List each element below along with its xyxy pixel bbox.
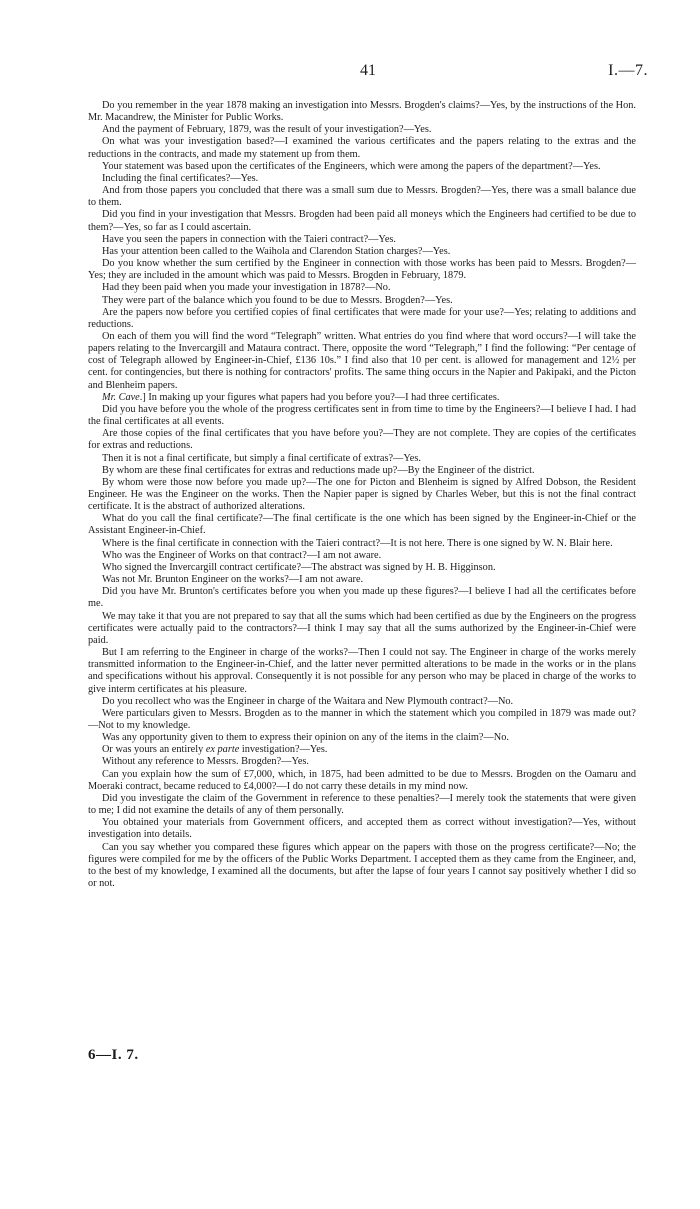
paragraph: And the payment of February, 1879, was the result of your investigation?—Yes.	[102, 124, 432, 136]
paragraph: Can you explain how the sum of £7,000, which, in 1875, had been admitted to be due to Messrs. Brogden on the Oamaru and Moeraki contract, became reduced to £4,000?—I do not carry these details in my mind now.	[88, 768, 636, 792]
paragraph: Do you recollect who was the Engineer in charge of the Waitara and New Plymouth contract?—No.	[102, 695, 514, 707]
paragraph: Your statement was based upon the certificates of the Engineers, which were among the papers of the department?—Yes.	[102, 160, 601, 172]
paragraph: We may take it that you are not prepared to say that all the sums which had been certified as due by the Engineers on the progress certificates were actually paid to the contractors?—I think I may say that all the sums authorized by the Engineer-in-Chief were paid.	[88, 610, 636, 646]
page-number: 41	[360, 62, 376, 79]
paragraph: Do you know whether the sum certified by the Engineer in connection with those works has been paid to Messrs. Brogden?—Yes; they are included in the amount which was paid to Messrs. Brogden in February, 1879.	[88, 258, 636, 282]
body-text	[88, 100, 636, 890]
paragraph: By whom were those now before you made up?—The one for Picton and Blenheim is signed by Alfred Dobson, the Resident Engineer. He was the Engineer on the works. Then the Napier paper is signed by Charles Weber, but this is not the final contract certificate. It is the abstract of authorized alterations.	[88, 476, 636, 513]
paragraph: Do you remember in the year 1878 making an investigation into Messrs. Brogden's claims?—Yes, by the instructions of the Hon. Mr. Macandrew, the Minister for Public Works.	[88, 100, 636, 124]
signature-mark: 6—I. 7.	[88, 1047, 139, 1063]
paragraph: On each of them you will find the word “Telegraph” written. What entries do you find where that word occurs?—I will take the papers relating to the Invercargill and Mataura contract. There, opposite the word “Telegraph,” I find the following: “Per centage of cost of Telegraph allowed by Engineer-in-Chief, £136 10s.” I find also that 10 per cent. is allowed for management and 12½ per cent. for contingencies, but there is nothing for contractors' profits. The same thing occurs in the Napier and Pakipaki, and the Picton and Blenheim papers.	[88, 330, 636, 391]
page-header	[88, 62, 648, 86]
paragraph: Or was yours an entirely ex parte investigation?—Yes.	[102, 744, 328, 756]
paragraph: Did you investigate the claim of the Government in reference to these penalties?—I merely took the statements that were given to me; I did not examine the details of any of them personally.	[88, 792, 636, 817]
paragraph: Can you say whether you compared these figures which appear on the papers with those on the progress certificate?—No; the figures were compiled for me by the officers of the Public Works Department. I accepted them as they came from the Engineer, and, to the best of my knowledge, I examined all the documents, but after the lapse of four years I cannot say positively whether I did so or not.	[88, 841, 636, 889]
paragraph: On what was your investigation based?—I examined the various certificates and the papers relating to the extras and the reductions in the contracts, and made my statement up from them.	[88, 136, 636, 160]
paragraph: What do you call the final certificate?—The final certificate is the one which has been signed by the Engineer-in-Chief or the Assistant Engineer-in-Chief.	[88, 513, 636, 537]
paragraph: By whom are these final certificates for extras and reductions made up?—By the Engineer of the district.	[102, 464, 535, 476]
paragraph: They were part of the balance which you found to be due to Messrs. Brogden?—Yes.	[102, 294, 453, 306]
paragraph: You obtained your materials from Government officers, and accepted them as correct without investigation?—Yes, without investigation into details.	[88, 817, 636, 841]
paragraph: Was not Mr. Brunton Engineer on the works?—I am not aware.	[102, 574, 364, 586]
paragraph: Mr. Cave.] In making up your figures what papers had you before you?—I had three certificates.	[102, 391, 500, 403]
paragraph: Has your attention been called to the Waihola and Clarendon Station charges?—Yes.	[102, 245, 451, 257]
italic-phrase: Mr. Cave	[102, 391, 140, 403]
paragraph: Were particulars given to Messrs. Brogden as to the manner in which the statement which you compiled in 1879 was made out?—Not to my knowledge.	[88, 707, 636, 731]
paragraph: Are those copies of the final certificates that you have before you?—They are not complete. They are copies of the certificates for extras and reductions.	[88, 428, 636, 452]
paragraph: Had they been paid when you made your investigation in 1878?—No.	[102, 282, 391, 294]
paragraph: But I am referring to the Engineer in charge of the works?—Then I could not say. The Engineer in charge of the works merely transmitted information to the Engineer-in-Chief, and the latter never permitted alterations to be made in the works or in the plans and specifications without his approval. Consequently it is not possible for any person who may be placed in charge of the works to give interm certificates at his pleasure.	[88, 647, 636, 695]
paragraph: Did you have before you the whole of the progress certificates sent in from time to time by the Engineers?—I believe I had. I had the final certificates at all events.	[88, 403, 636, 428]
paragraph: Where is the final certificate in connection with the Taieri contract?—It is not here. There is one signed by W. N. Blair here.	[102, 537, 613, 549]
paragraph: Are the papers now before you certified copies of final certificates that were made for your use?—Yes; relating to additions and reductions.	[88, 306, 636, 330]
paragraph: Did you have Mr. Brunton's certificates before you when you made up these figures?—I believe I had all the certificates before me.	[88, 586, 636, 610]
paragraph: Then it is not a final certificate, but simply a final certificate of extras?—Yes.	[102, 452, 421, 464]
paragraph: Including the final certificates?—Yes.	[102, 172, 259, 184]
paragraph: Who was the Engineer of Works on that contract?—I am not aware.	[102, 549, 382, 561]
paragraph: Did you find in your investigation that Messrs. Brogden had been paid all moneys which the Engineers had certified to be due to them?—Yes, so far as I could ascertain.	[88, 209, 636, 233]
paragraph: Was any opportunity given to them to express their opinion on any of the items in the claim?—No.	[102, 732, 509, 744]
paragraph: And from those papers you concluded that there was a small sum due to Messrs. Brogden?—Yes, there was a small balance due to them.	[88, 185, 636, 209]
italic-phrase: ex parte	[205, 744, 240, 756]
document-reference: I.—7.	[608, 62, 648, 79]
paragraph: Without any reference to Messrs. Brogden?—Yes.	[102, 756, 310, 768]
paragraph: Have you seen the papers in connection with the Taieri contract?—Yes.	[102, 233, 396, 245]
paragraph: Who signed the Invercargill contract certificate?—The abstract was signed by H. B. Higginson.	[102, 561, 496, 573]
